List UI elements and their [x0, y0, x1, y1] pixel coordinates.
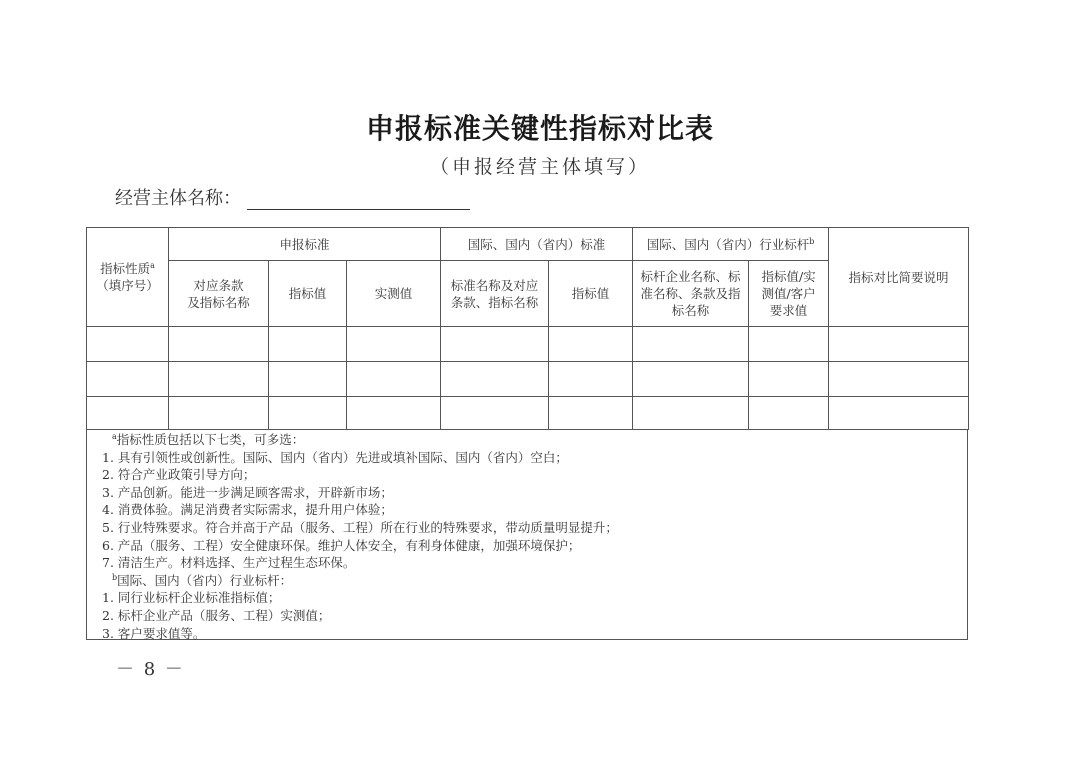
declared-clause-line1: 对应条款: [193, 277, 244, 293]
entity-name-blank-line: [247, 193, 470, 210]
table-cell[interactable]: [169, 362, 269, 397]
table-cell[interactable]: [633, 397, 749, 430]
table-cell[interactable]: [441, 362, 549, 397]
note-a-item: 2. 符合产业政策引导方向；: [102, 467, 256, 483]
header-intl-name: [441, 261, 549, 327]
declared-clause-line2: 及指标名称: [187, 294, 250, 310]
header-declared-measured: 实测值: [347, 261, 441, 327]
table-cell[interactable]: [87, 327, 169, 362]
table-cell[interactable]: [441, 327, 549, 362]
table-cell[interactable]: [269, 362, 347, 397]
table-cell[interactable]: [347, 327, 441, 362]
table-cell[interactable]: [829, 397, 969, 430]
note-b-heading: [102, 572, 967, 590]
header-intl-value: 指标值: [549, 261, 633, 327]
note-b-item: 3. 客户要求值等。: [102, 625, 206, 641]
table-cell[interactable]: [549, 397, 633, 430]
table-cell[interactable]: [169, 327, 269, 362]
bench-name-line3: 标名称: [671, 303, 710, 318]
table-cell[interactable]: [169, 397, 269, 430]
table-cell[interactable]: [749, 327, 829, 362]
table-cell[interactable]: [829, 362, 969, 397]
header-declared-value: 指标值: [269, 261, 347, 327]
bench-value-line1: 指标值/实: [761, 269, 816, 284]
header-nature-mark: a: [150, 260, 155, 270]
bench-name-line1: 标杆企业名称、标: [640, 269, 741, 284]
intl-name-line1: 标准名称及对应: [450, 277, 539, 293]
bench-value-line3: 要求值: [769, 303, 808, 318]
table-cell[interactable]: [87, 362, 169, 397]
table-cell[interactable]: [441, 397, 549, 430]
note-a-item: 4. 消费体验。满足消费者实际需求，提升用户体验；: [102, 502, 393, 518]
header-benchmark-label: 国际、国内（省内）行业标杆: [646, 236, 810, 252]
header-industry-benchmark: [633, 228, 829, 261]
document-title: 申报标准关键性指标对比表: [365, 112, 714, 145]
note-a-item: 1. 具有引领性或创新性。国际、国内（省内）先进或填补国际、国内（省内）空白；: [102, 449, 568, 465]
entity-name-row: [115, 184, 470, 210]
header-benchmark-mark: b: [809, 236, 815, 246]
header-nature-sub: （填序号）: [96, 278, 159, 293]
header-declared-standard: 申报标准: [169, 228, 441, 261]
header-intl-standard: 国际、国内（省内）标准: [441, 228, 633, 261]
note-b-item: 1. 同行业标杆企业标准指标值；: [102, 590, 281, 606]
table-cell[interactable]: [347, 362, 441, 397]
header-declared-clause: [169, 261, 269, 327]
notes-box: [86, 429, 968, 640]
table-row: [87, 327, 969, 362]
note-b-item: 2. 标杆企业产品（服务、工程）实测值；: [102, 607, 331, 623]
entity-name-label: 经营主体名称：: [115, 188, 241, 209]
table-cell[interactable]: [549, 362, 633, 397]
header-nature-label: 指标性质: [100, 261, 151, 276]
table-cell[interactable]: [633, 362, 749, 397]
table-cell[interactable]: [269, 397, 347, 430]
table-cell[interactable]: [749, 362, 829, 397]
table-cell[interactable]: [829, 327, 969, 362]
note-a-item: 5. 行业特殊要求。符合并高于产品（服务、工程）所在行业的特殊要求，带动质量明显提升；: [102, 519, 618, 535]
table-cell[interactable]: [269, 327, 347, 362]
header-benchmark-value: [749, 261, 829, 327]
comparison-table: [86, 227, 969, 430]
note-a-heading: [102, 431, 967, 449]
note-a-item: 6. 产品（服务、工程）安全健康环保。维护人体安全，有利身体健康，加强环境保护；: [102, 537, 581, 553]
table-cell[interactable]: [749, 397, 829, 430]
header-row-1: [87, 228, 969, 261]
header-comparison-summary: 指标对比简要说明: [829, 228, 969, 327]
note-a-heading-text: 指标性质包括以下七类，可多选：: [116, 432, 305, 447]
note-a-item: 3. 产品创新。能进一步满足顾客需求，开辟新市场；: [102, 484, 393, 500]
header-benchmark-name: [633, 261, 749, 327]
table-row: [87, 397, 969, 430]
intl-name-line2: 条款、指标名称: [450, 294, 539, 310]
note-b-mark: b: [112, 572, 118, 582]
table-cell[interactable]: [347, 397, 441, 430]
table-cell[interactable]: [87, 397, 169, 430]
table-cell[interactable]: [549, 327, 633, 362]
document-subtitle: （申报经营主体填写）: [429, 156, 650, 178]
header-indicator-nature: [87, 228, 169, 327]
page-number: － 8 －: [116, 659, 185, 680]
note-a-item: 7. 清洁生产。材料选择、生产过程生态环保。: [102, 555, 356, 571]
table-row: [87, 362, 969, 397]
bench-name-line2: 准名称、条款及指: [640, 286, 741, 301]
note-b-heading-text: 国际、国内（省内）行业标杆：: [117, 572, 293, 588]
bench-value-line2: 测值/客户: [761, 286, 816, 301]
note-a-mark: a: [112, 431, 117, 441]
table-cell[interactable]: [633, 327, 749, 362]
